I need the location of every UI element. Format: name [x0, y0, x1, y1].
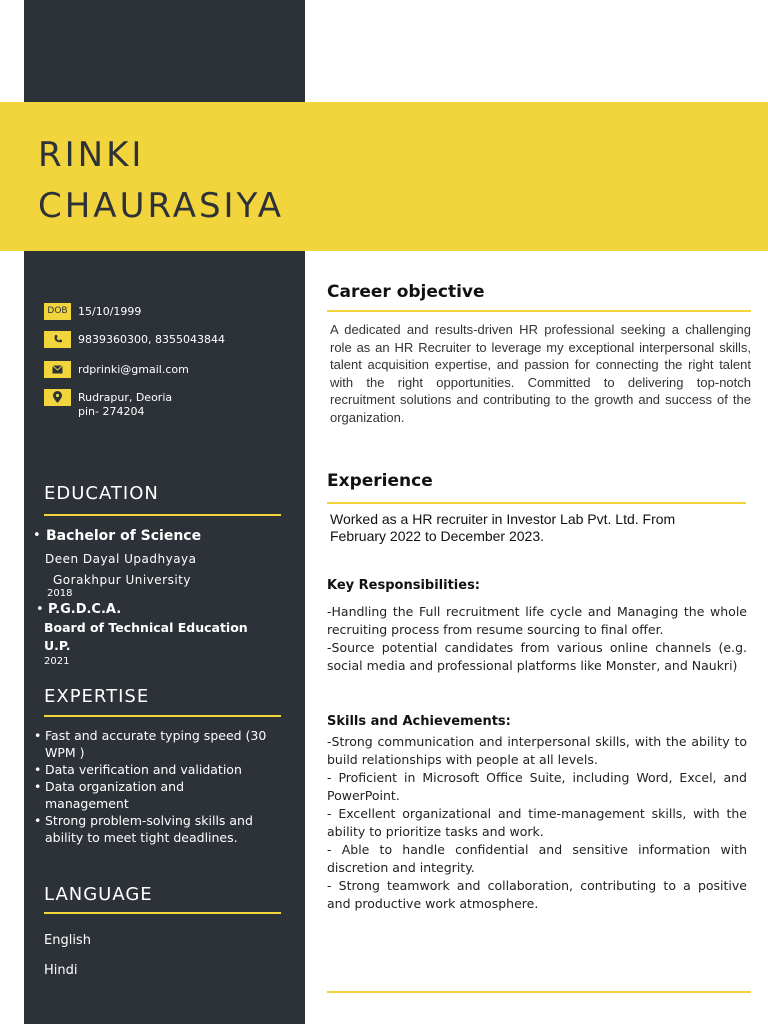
list-item: -Handling the Full recruitment life cycle and Managing the whole recruiting process from resume sourcing to final offer.: [327, 604, 747, 637]
dob-value: 15/10/1999: [78, 305, 142, 318]
institution-2-line2: U.P.: [44, 638, 71, 653]
career-objective-title: Career objective: [327, 282, 485, 302]
expertise-list: [34, 727, 279, 846]
name-banner: [0, 102, 768, 251]
list-item: • Data organization and management: [34, 778, 279, 812]
experience-summary: Worked as a HR recruiter in Investor Lab Pvt. Ltd. From February 2022 to December 2023.: [330, 511, 676, 544]
footer-divider: [327, 991, 751, 993]
location-pin-icon: [44, 389, 71, 406]
institution-1-line1: Deen Dayal Upadhyaya: [45, 552, 197, 566]
name-last: CHAURASIYA: [38, 186, 284, 226]
language-item: Hindi: [44, 963, 78, 978]
list-item: • Fast and accurate typing speed (30 WPM ): [34, 727, 279, 761]
list-item: - Strong teamwork and collaboration, contributing to a positive and productive work atmosphere.: [327, 878, 747, 911]
year-1: 2018: [47, 588, 73, 599]
key-responsibilities-heading: Key Responsibilities:: [327, 578, 481, 593]
list-item: • Data verification and validation: [34, 761, 279, 778]
skills-heading: Skills and Achievements:: [327, 714, 511, 729]
experience-divider: [327, 502, 746, 504]
responsibilities-list: [327, 603, 747, 675]
list-item: -Source potential candidates from various online channels (e.g. social media and professional platforms like Monster, and Naukri): [327, 640, 747, 673]
experience-title: Experience: [327, 471, 433, 491]
email-value: rdprinki@gmail.com: [78, 363, 189, 376]
language-item: English: [44, 933, 91, 948]
expertise-divider: [44, 715, 281, 717]
address-line2: pin- 274204: [78, 405, 145, 418]
dob-icon: DOB: [44, 303, 71, 320]
mail-icon: [44, 361, 71, 378]
phone-value: 9839360300, 8355043844: [78, 333, 225, 346]
list-item: -Strong communication and interpersonal skills, with the ability to build relationships with people at all levels.: [327, 734, 747, 767]
name-first: RINKI: [38, 135, 145, 175]
bullet: •: [33, 528, 41, 543]
list-item: - Proficient in Microsoft Office Suite, including Word, Excel, and PowerPoint.: [327, 770, 747, 803]
phone-icon: [44, 331, 71, 348]
address-line1: Rudrapur, Deoria: [78, 391, 173, 404]
list-item: - Excellent organizational and time-management skills, with the ability to prioritize tasks and work.: [327, 806, 747, 839]
institution-2-line1: Board of Technical Education: [44, 620, 248, 635]
education-title: EDUCATION: [44, 483, 159, 504]
degree-2: P.G.D.C.A.: [48, 602, 122, 617]
bullet: •: [36, 602, 44, 617]
institution-1-line2: Gorakhpur University: [53, 573, 191, 587]
degree-1: Bachelor of Science: [46, 528, 202, 544]
language-divider: [44, 912, 281, 914]
education-divider: [44, 514, 281, 516]
career-divider: [327, 310, 751, 312]
year-2: 2021: [44, 656, 70, 667]
list-item: • Strong problem-solving skills and ability to meet tight deadlines.: [34, 812, 279, 846]
language-title: LANGUAGE: [44, 884, 153, 905]
expertise-title: EXPERTISE: [44, 686, 150, 707]
list-item: - Able to handle confidential and sensitive information with discretion and integrity.: [327, 842, 747, 875]
career-objective-text: A dedicated and results-driven HR professional seeking a challenging role as an HR Recruiter to leverage my exceptional interpersonal skills, talent acquisition expertise, and passion for connecting the right talent with the right opportunities. Committed to delivering top-notch recruitment solutions and contributing to the growth and success of the organization.: [330, 322, 751, 425]
skills-list: [327, 733, 747, 913]
